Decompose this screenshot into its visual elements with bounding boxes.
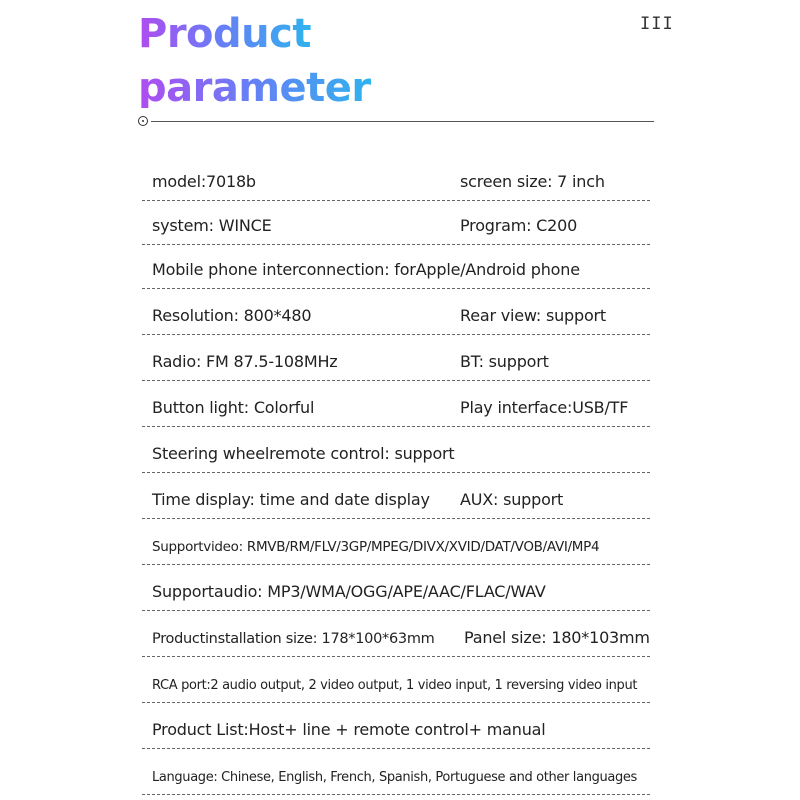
spec-system: system: WINCE (152, 216, 272, 235)
spec-program: Program: C200 (460, 216, 578, 235)
spec-row-time-display (142, 473, 650, 519)
spec-row-resolution (142, 289, 650, 335)
spec-row-button-light (142, 381, 650, 427)
spec-bt: BT: support (460, 352, 549, 371)
spec-row-system (142, 201, 650, 245)
spec-rear-view: Rear view: support (460, 306, 606, 325)
spec-resolution: Resolution: 800*480 (152, 306, 312, 325)
spec-installation-size: Productinstallation size: 178*100*63mm (152, 631, 435, 647)
spec-video-formats: Supportvideo: RMVB/RM/FLV/3GP/MPEG/DIVX/XVID/DAT/VOB/AVI/MP4 (152, 539, 600, 555)
page-title-line-2: parameter (138, 65, 371, 111)
spec-model: model:7018b (152, 172, 256, 191)
spec-product-list: Product List:Host+ line + remote control+ manual (152, 720, 546, 739)
spec-row-audio (142, 565, 650, 611)
divider-line (151, 121, 654, 122)
spec-radio: Radio: FM 87.5-108MHz (152, 352, 338, 371)
spec-row-product-list (142, 703, 650, 749)
spec-row-video (142, 519, 650, 565)
header-divider (138, 115, 654, 131)
spec-audio-formats: Supportaudio: MP3/WMA/OGG/APE/AAC/FLAC/WAV (152, 582, 546, 601)
spec-row-interconnection (142, 245, 650, 289)
spec-row-size (142, 611, 650, 657)
spec-steering-remote: Steering wheelremote control: support (152, 444, 455, 463)
spec-row-model (142, 157, 650, 201)
spec-phone-interconnection: Mobile phone interconnection: forApple/Android phone (152, 260, 580, 279)
spec-rca-port: RCA port:2 audio output, 2 video output, 1 video input, 1 reversing video input (152, 678, 638, 693)
spec-play-interface: Play interface:USB/TF (460, 398, 629, 417)
spec-aux: AUX: support (460, 490, 564, 509)
spec-screen-size: screen size: 7 inch (460, 172, 605, 191)
spec-table (142, 157, 650, 795)
spec-time-display: Time display: time and date display (152, 490, 430, 509)
spec-row-language (142, 749, 650, 795)
circle-bullet-icon (138, 116, 148, 126)
spec-row-steering (142, 427, 650, 473)
menu-icon: III (640, 14, 674, 34)
spec-button-light: Button light: Colorful (152, 398, 315, 417)
page-title-line-1: Product (138, 11, 311, 57)
spec-panel-size: Panel size: 180*103mm (464, 628, 650, 647)
spec-row-radio (142, 335, 650, 381)
spec-language: Language: Chinese, English, French, Spanish, Portuguese and other languages (152, 770, 637, 785)
spec-row-rca (142, 657, 650, 703)
